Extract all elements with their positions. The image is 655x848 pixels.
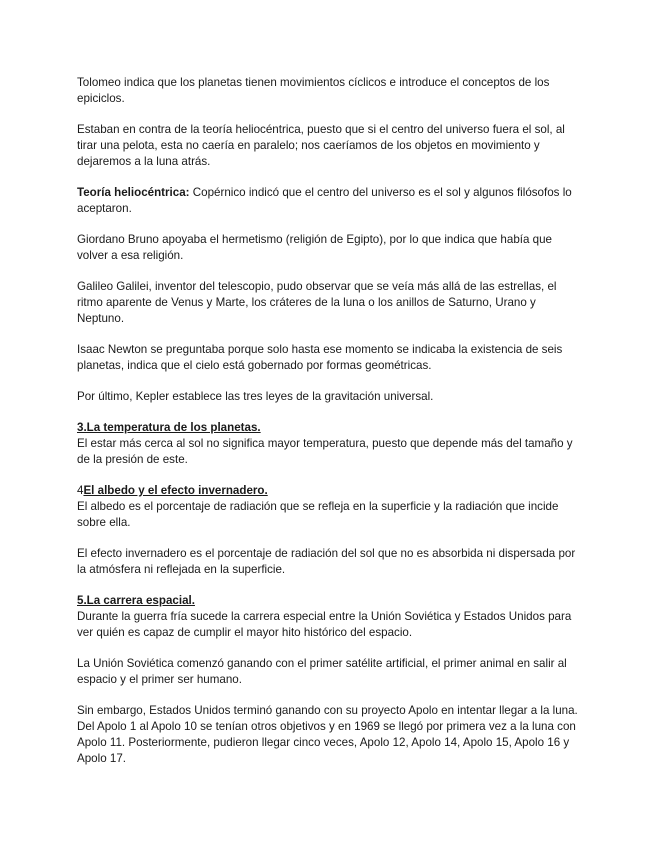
heliocentric-term: Teoría heliocéntrica: bbox=[77, 186, 190, 199]
section-heading-space-race: 5.La carrera espacial. bbox=[77, 594, 195, 607]
section-text-albedo: El albedo es el porcentaje de radiación que se refleja en la superficie y la radiación que incide sobre ella. bbox=[77, 500, 559, 529]
paragraph-geocentric-argument: Estaban en contra de la teoría heliocéntrica, puesto que si el centro del universo fuera el sol, al tirar una pelota, esta no caería en paralelo; nos caeríamos de los objetos en movimiento y dejaremos a la luna atrás. bbox=[77, 123, 565, 168]
section-heading-temperature: 3.La temperatura de los planetas. bbox=[77, 421, 261, 434]
paragraph-giordano-bruno: Giordano Bruno apoyaba el hermetismo (religión de Egipto), por lo que indica que había que volver a esa religión. bbox=[77, 233, 553, 262]
section-heading-albedo: El albedo y el efecto invernadero. bbox=[83, 484, 268, 497]
section-albedo bbox=[77, 483, 580, 531]
paragraph-greenhouse: El efecto invernadero es el porcentaje de radiación del sol que no es absorbida ni dispersada por la atmósfera ni reflejada en la superficie. bbox=[77, 547, 576, 576]
section-heading-albedo-row bbox=[77, 483, 580, 499]
section-temperature bbox=[77, 420, 580, 468]
paragraph-newton: Isaac Newton se preguntaba porque solo hasta ese momento se indicaba la existencia de seis planetas, indica que el cielo está gobernado por formas geométricas. bbox=[77, 343, 563, 372]
document-page bbox=[77, 75, 580, 782]
paragraph-soviet-union: La Unión Soviética comenzó ganando con el primer satélite artificial, el primer animal en salir al espacio y el primer ser humano. bbox=[77, 657, 567, 686]
paragraph-galileo: Galileo Galilei, inventor del telescopio, pudo observar que se veía más allá de las estrellas, el ritmo aparente de Venus y Marte, los cráteres de la luna o los anillos de Saturno, Urano y Neptuno. bbox=[77, 280, 557, 325]
paragraph-heliocentric bbox=[77, 185, 580, 217]
paragraph-tolomeo: Tolomeo indica que los planetas tienen movimientos cíclicos e introduce el conceptos de los epiciclos. bbox=[77, 76, 550, 105]
section-text-space-race: Durante la guerra fría sucede la carrera especial entre la Unión Soviética y Estados Unidos para ver quién es capaz de cumplir el mayor hito histórico del espacio. bbox=[77, 610, 572, 639]
section-space-race bbox=[77, 593, 580, 641]
section-number-albedo: 4 bbox=[77, 484, 84, 497]
heliocentric-text: Copérnico indicó que el centro del universo es el sol y algunos filósofos lo aceptaron. bbox=[77, 186, 572, 215]
section-text-temperature: El estar más cerca al sol no significa mayor temperatura, puesto que depende más del tamaño y de la presión de este. bbox=[77, 437, 573, 466]
paragraph-kepler: Por último, Kepler establece las tres leyes de la gravitación universal. bbox=[77, 390, 434, 403]
paragraph-apollo: Sin embargo, Estados Unidos terminó ganando con su proyecto Apolo en intentar llegar a la luna. Del Apolo 1 al Apolo 10 se tenían otros objetivos y en 1969 se llegó por primera vez a la luna con Apolo 11. Posteriormente, pudieron llegar cinco veces, Apolo 12, Apolo 14, Apolo 15, Apolo 16 y Apolo 17. bbox=[77, 704, 578, 765]
